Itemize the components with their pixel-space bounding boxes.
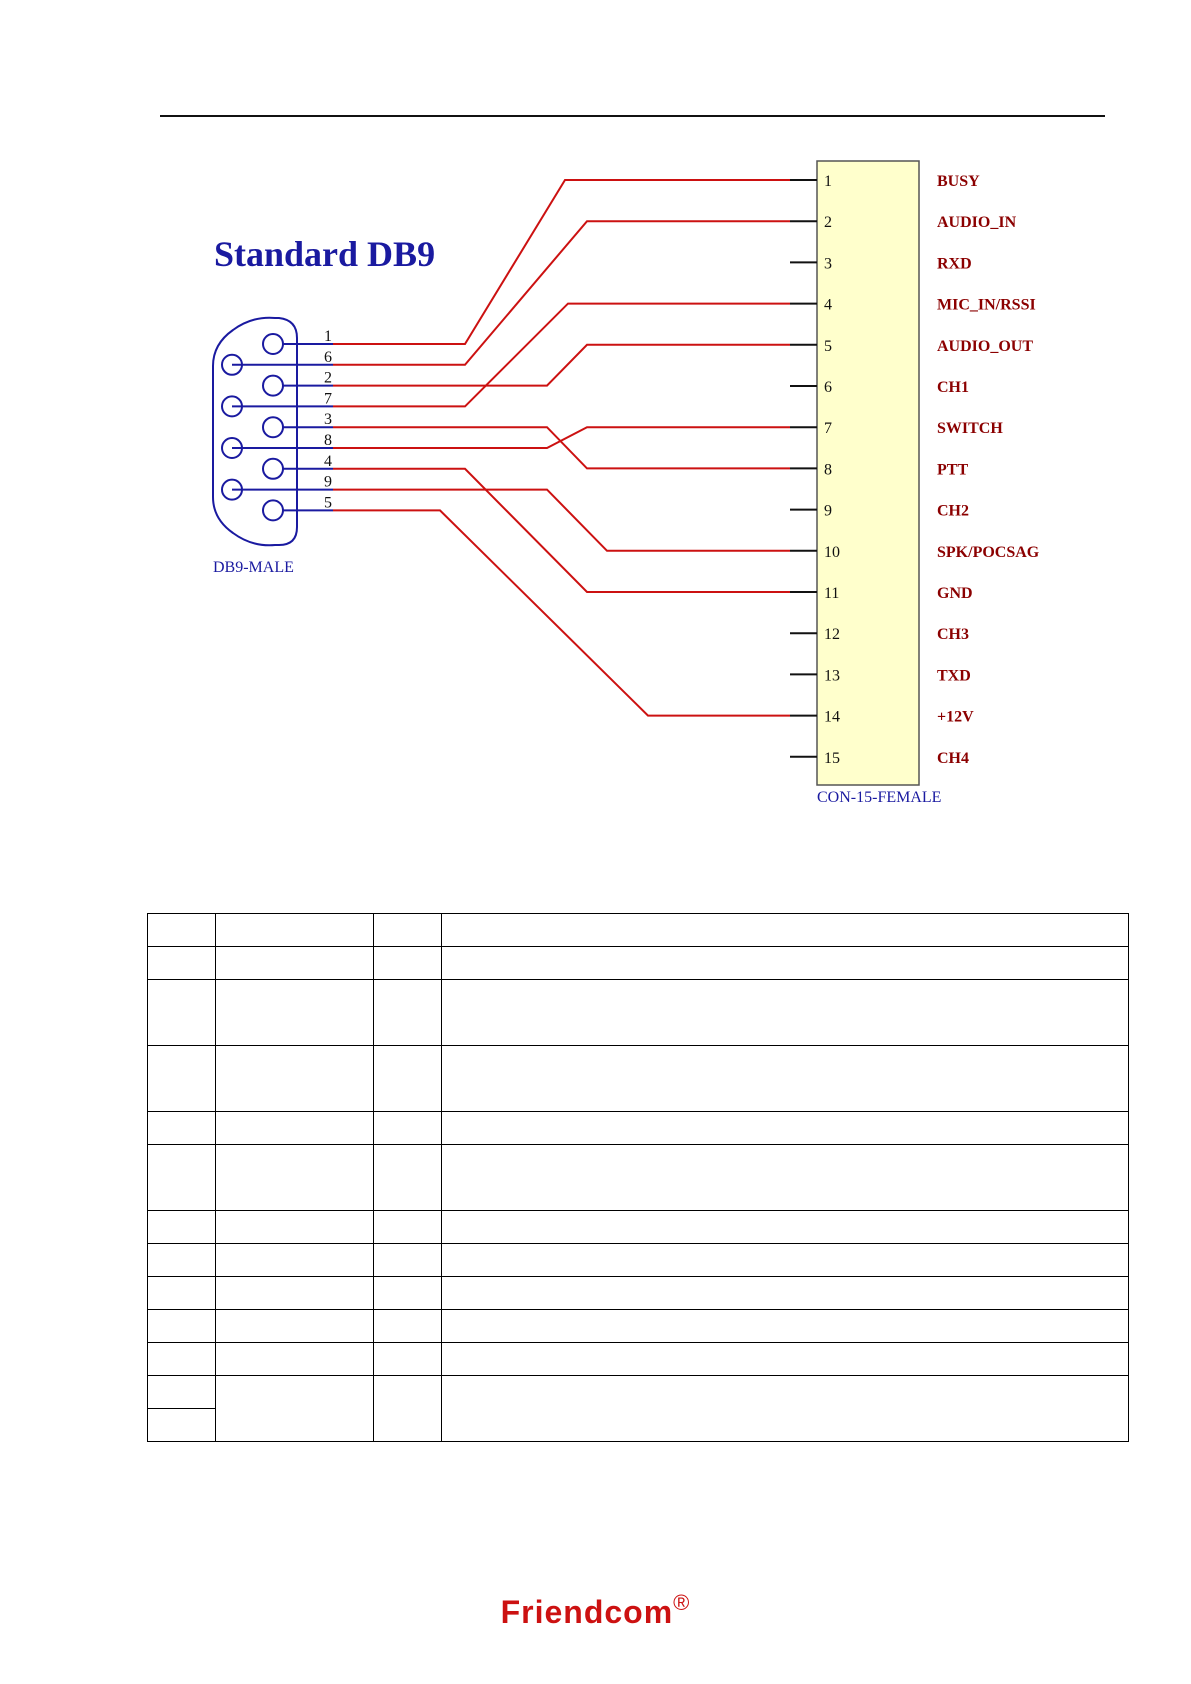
table-cell [442, 1211, 1129, 1244]
table-row [148, 1112, 1129, 1145]
db9-pin-1 [263, 334, 283, 354]
db9-pin-group [222, 328, 333, 520]
table-row [148, 1244, 1129, 1277]
table-cell [216, 1310, 374, 1343]
table-row [148, 1376, 1129, 1409]
con15-signal-label: PTT [937, 461, 969, 479]
table-cell [216, 980, 374, 1046]
table-row [148, 1310, 1129, 1343]
con15-pin-number: 12 [824, 626, 840, 644]
table-cell [374, 1277, 442, 1310]
wire-db9-5-to-con-14 [333, 510, 790, 715]
brand-name: Friendcom [500, 1594, 674, 1630]
db9-pin-number: 8 [324, 432, 332, 449]
brand-logo [0, 1590, 1191, 1631]
table-cell [216, 1244, 374, 1277]
con15-pin-number: 7 [824, 420, 832, 438]
table-cell [374, 1145, 442, 1211]
con15-pin-number: 15 [824, 749, 840, 767]
table-cell [148, 947, 216, 980]
con15-pin-number: 2 [824, 214, 832, 232]
db9-pin-number: 1 [324, 328, 332, 345]
con15-box [817, 161, 919, 785]
table-cell [148, 1244, 216, 1277]
con15-signal-label: SPK/POCSAG [937, 543, 1040, 561]
pin-description-table [147, 913, 1129, 1442]
table-cell [216, 1211, 374, 1244]
table-cell [216, 1046, 374, 1112]
table-cell [374, 914, 442, 947]
con15-pin-number: 10 [824, 543, 840, 561]
db9-pin-number: 7 [324, 390, 332, 408]
table-row [148, 1046, 1129, 1112]
table-cell [148, 1310, 216, 1343]
con15-signal-label: SWITCH [937, 420, 1003, 438]
registered-mark: ® [673, 1590, 691, 1615]
con15-pin-number: 11 [824, 585, 840, 602]
db9-pin-5 [263, 500, 283, 520]
table-cell [374, 947, 442, 980]
con15-pin-number: 8 [824, 461, 832, 479]
table-cell [148, 1046, 216, 1112]
db9-pin-number: 9 [324, 473, 332, 491]
table-cell [216, 1343, 374, 1376]
con15-pin-number: 3 [824, 255, 832, 273]
con15-pin-number: 14 [824, 708, 840, 726]
table-row [148, 1277, 1129, 1310]
table-cell [442, 1343, 1129, 1376]
table-cell [374, 1244, 442, 1277]
table-cell [442, 1046, 1129, 1112]
con15-signal-label: MIC_IN/RSSI [937, 296, 1036, 314]
con15-pin-number: 6 [824, 379, 832, 396]
con15-pin-number: 5 [824, 337, 832, 355]
table-cell [374, 1343, 442, 1376]
diagram-title: Standard DB9 [214, 234, 436, 274]
table-cell [442, 1376, 1129, 1442]
wire-db9-4-to-con-11 [333, 469, 790, 592]
table-cell [442, 1244, 1129, 1277]
table-cell [216, 1112, 374, 1145]
table-cell [216, 1145, 374, 1211]
table-cell [442, 1310, 1129, 1343]
con15-signal-label: +12V [937, 708, 974, 726]
table-cell [216, 1277, 374, 1310]
con15-pin-number: 9 [824, 502, 832, 520]
table-cell [148, 1409, 216, 1442]
table-cell [374, 980, 442, 1046]
table-row [148, 1145, 1129, 1211]
con15-signal-label: CH2 [937, 502, 969, 520]
table-cell [216, 947, 374, 980]
table-cell [148, 980, 216, 1046]
table-cell [148, 1112, 216, 1145]
table-cell [442, 947, 1129, 980]
db9-pin-number: 5 [324, 494, 332, 512]
table-row [148, 980, 1129, 1046]
con15-signal-label: RXD [937, 255, 972, 273]
table-cell [374, 1376, 442, 1442]
db9-pin-2 [263, 376, 283, 396]
db9-label: DB9-MALE [213, 559, 294, 576]
table-cell [148, 914, 216, 947]
table-cell [442, 1145, 1129, 1211]
db9-pin-number: 3 [324, 411, 332, 429]
db9-pin-number: 6 [324, 348, 332, 366]
wire-db9-8-to-con-7 [333, 427, 790, 448]
table-cell [442, 1277, 1129, 1310]
table-cell [374, 1112, 442, 1145]
table-cell [374, 1046, 442, 1112]
con15-pin-number: 4 [824, 296, 832, 314]
con15-signal-label: AUDIO_IN [937, 214, 1017, 232]
wire-db9-9-to-con-10 [333, 490, 790, 551]
table-row [148, 947, 1129, 980]
con15-signal-label: GND [937, 585, 973, 602]
con15-pin-number: 13 [824, 667, 840, 685]
con15-signal-label: TXD [937, 667, 971, 685]
con15-signal-label: BUSY [937, 173, 980, 190]
table-cell [148, 1376, 216, 1409]
table-row [148, 1211, 1129, 1244]
db9-pin-4 [263, 459, 283, 479]
db9-connector [213, 318, 333, 576]
table-row [148, 914, 1129, 947]
table-cell [442, 914, 1129, 947]
table-cell [148, 1211, 216, 1244]
table-cell [374, 1211, 442, 1244]
con15-signal-label: CH3 [937, 626, 969, 644]
con15-connector [790, 161, 1040, 806]
table-cell [442, 980, 1129, 1046]
table-cell [442, 1112, 1129, 1145]
wire-db9-7-to-con-4 [333, 304, 790, 407]
db9-pin-number: 4 [324, 452, 332, 470]
table-cell [148, 1145, 216, 1211]
table-cell [216, 914, 374, 947]
table-cell [374, 1310, 442, 1343]
con15-pin-number: 1 [824, 173, 832, 190]
table-cell [148, 1277, 216, 1310]
con15-signal-label: AUDIO_OUT [937, 337, 1034, 355]
con15-label: CON-15-FEMALE [817, 789, 942, 806]
db9-pin-3 [263, 417, 283, 437]
table-cell [216, 1376, 374, 1442]
table-cell [148, 1343, 216, 1376]
con15-signal-label: CH4 [937, 749, 969, 767]
db9-pin-number: 2 [324, 369, 332, 387]
con15-signal-label: CH1 [937, 379, 969, 396]
table-row [148, 1343, 1129, 1376]
